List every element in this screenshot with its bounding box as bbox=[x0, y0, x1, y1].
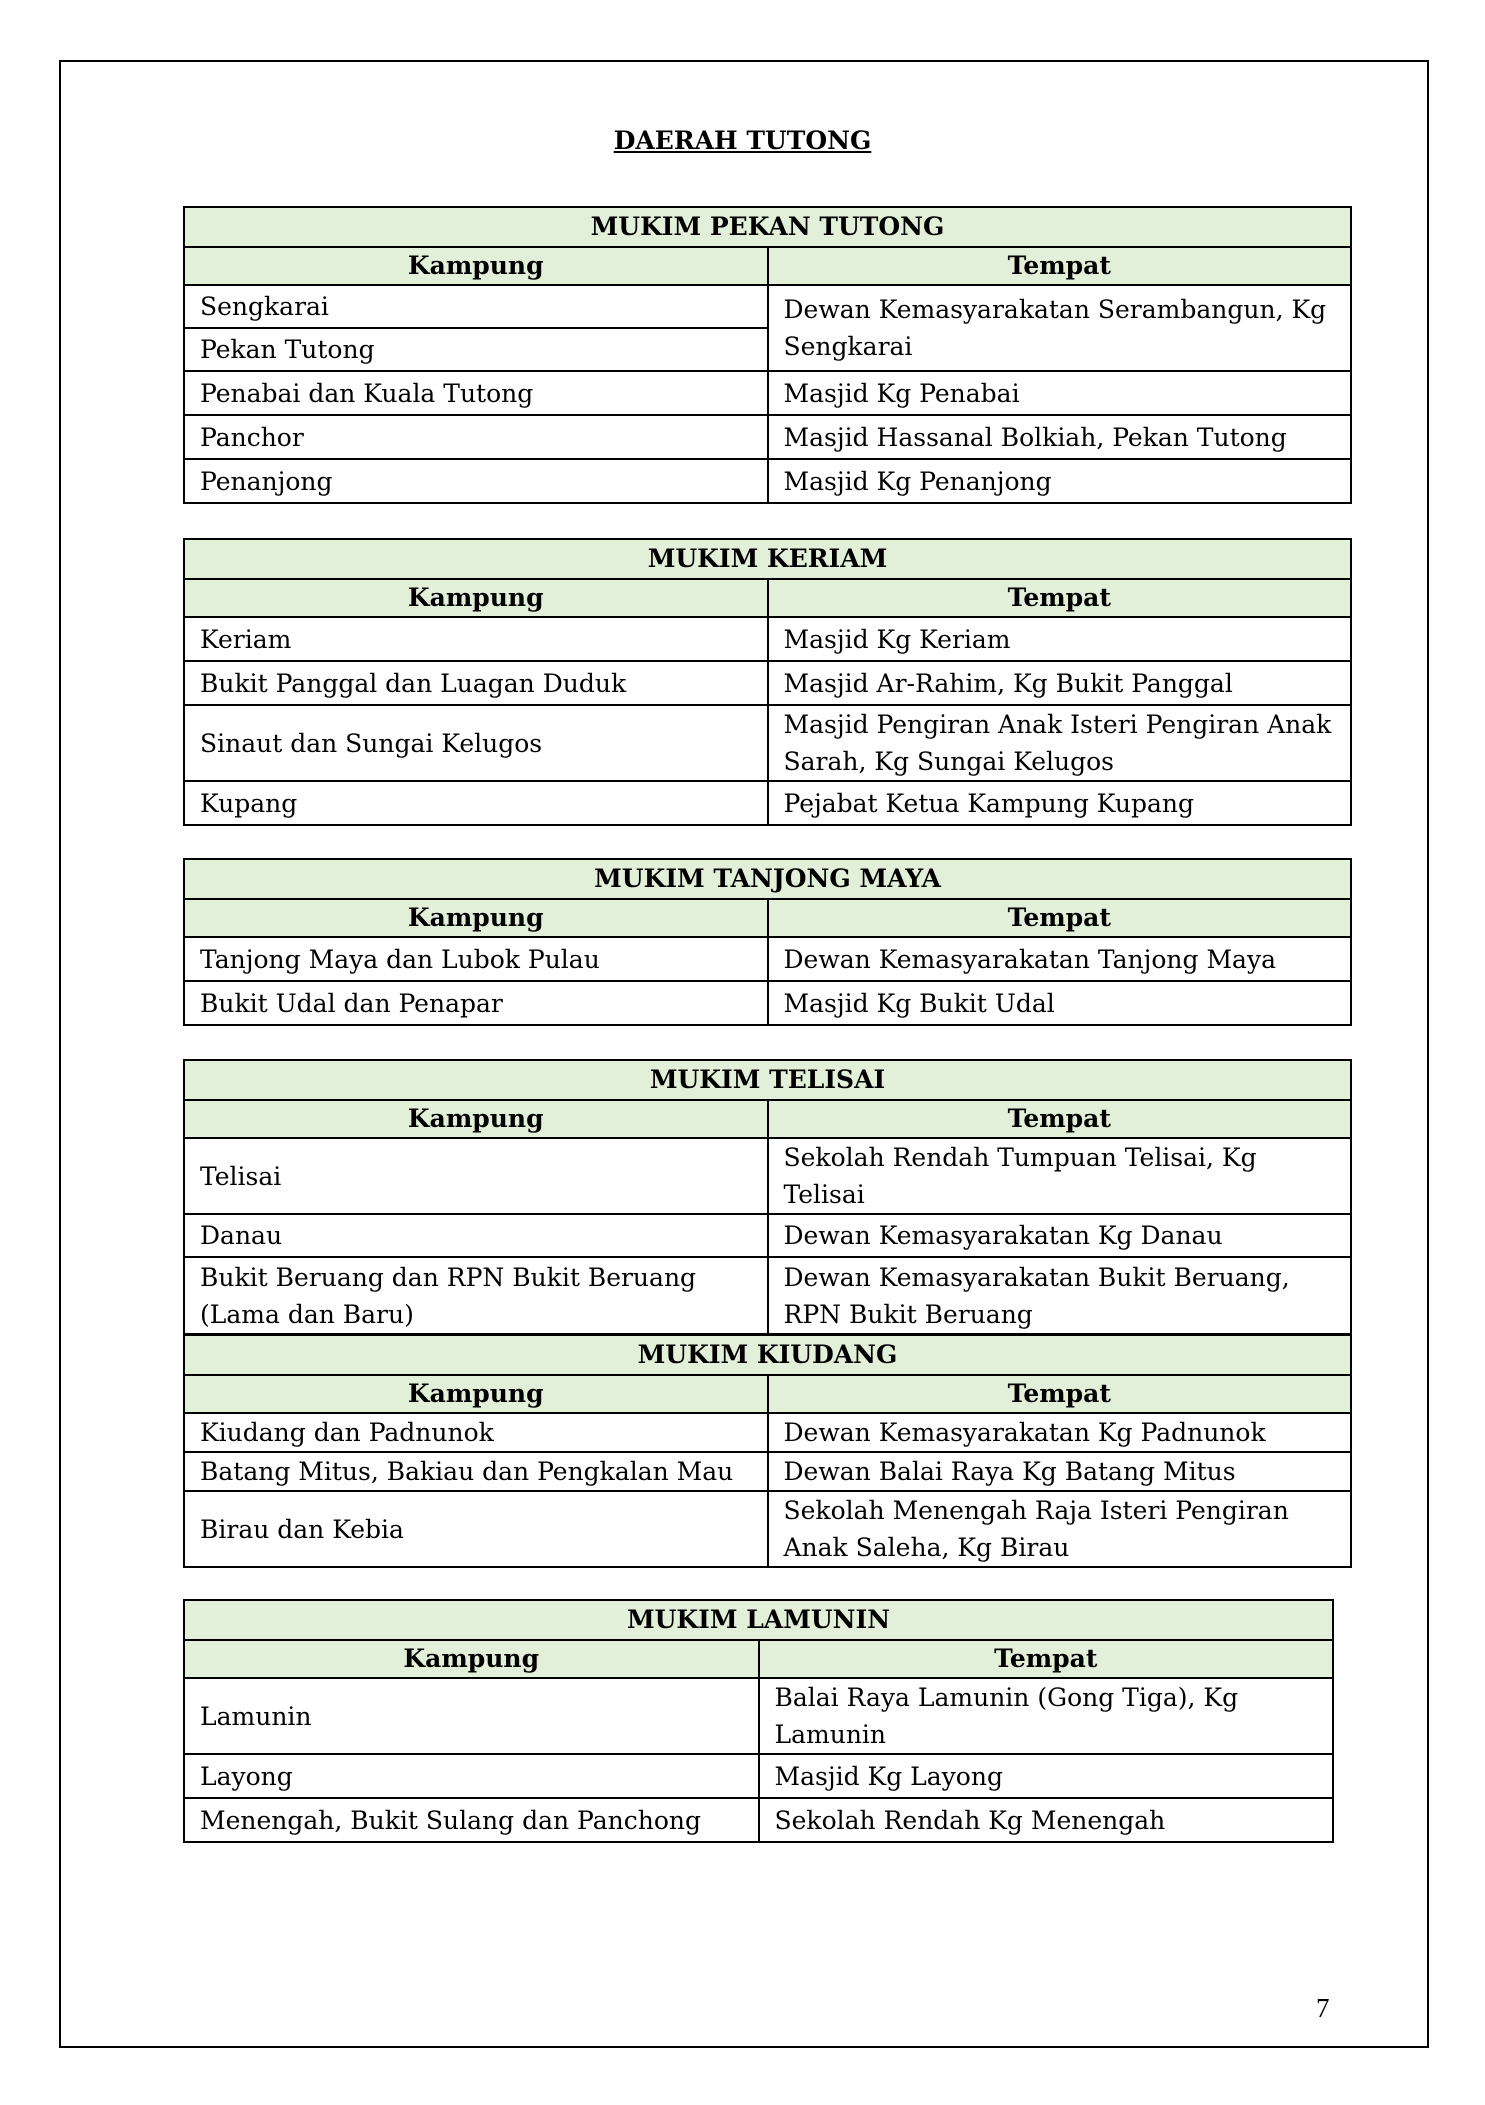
kampung-cell: Danau bbox=[184, 1214, 768, 1257]
table-row bbox=[184, 371, 1351, 415]
tempat-cell: Balai Raya Lamunin (Gong Tiga), Kg Lamunin bbox=[759, 1678, 1334, 1754]
column-header-tempat: Tempat bbox=[768, 579, 1352, 617]
table-row bbox=[184, 981, 1351, 1025]
tempat-cell: Sekolah Rendah Tumpuan Telisai, Kg Telisai bbox=[768, 1138, 1352, 1214]
table-row bbox=[184, 937, 1351, 981]
kampung-cell: Pekan Tutong bbox=[184, 328, 768, 371]
column-header-tempat: Tempat bbox=[768, 1100, 1352, 1138]
table-title: MUKIM PEKAN TUTONG bbox=[184, 207, 1351, 247]
table-mukim-telisai bbox=[183, 1059, 1352, 1335]
table-row bbox=[184, 459, 1351, 503]
kampung-cell: Penabai dan Kuala Tutong bbox=[184, 371, 768, 415]
column-header-tempat: Tempat bbox=[768, 247, 1352, 285]
table-row bbox=[184, 1138, 1351, 1214]
table-title: MUKIM TELISAI bbox=[184, 1060, 1351, 1100]
column-header-kampung: Kampung bbox=[184, 579, 768, 617]
column-header-tempat: Tempat bbox=[768, 1375, 1352, 1413]
column-header-kampung: Kampung bbox=[184, 899, 768, 937]
table-title: MUKIM KERIAM bbox=[184, 539, 1351, 579]
table-title: MUKIM KIUDANG bbox=[184, 1335, 1351, 1375]
tempat-cell: Dewan Kemasyarakatan Serambangun, Kg Sengkarai bbox=[768, 285, 1352, 371]
kampung-cell: Kupang bbox=[184, 781, 768, 825]
table-row bbox=[184, 1798, 1333, 1842]
kampung-cell: Sengkarai bbox=[184, 285, 768, 328]
kampung-cell: Birau dan Kebia bbox=[184, 1491, 768, 1567]
column-header-kampung: Kampung bbox=[184, 1100, 768, 1138]
tempat-cell: Masjid Pengiran Anak Isteri Pengiran Anak Sarah, Kg Sungai Kelugos bbox=[768, 705, 1352, 781]
tempat-cell: Masjid Hassanal Bolkiah, Pekan Tutong bbox=[768, 415, 1352, 459]
table-row bbox=[184, 1754, 1333, 1798]
kampung-cell: Telisai bbox=[184, 1138, 768, 1214]
table-mukim-lamunin bbox=[183, 1599, 1334, 1843]
tempat-cell: Dewan Kemasyarakatan Kg Danau bbox=[768, 1214, 1352, 1257]
kampung-cell: Keriam bbox=[184, 617, 768, 661]
tempat-cell: Masjid Kg Penabai bbox=[768, 371, 1352, 415]
kampung-cell: Batang Mitus, Bakiau dan Pengkalan Mau bbox=[184, 1452, 768, 1491]
document-title: DAERAH TUTONG bbox=[613, 126, 872, 155]
tempat-cell: Dewan Kemasyarakatan Bukit Beruang, RPN Bukit Beruang bbox=[768, 1257, 1352, 1334]
kampung-cell: Lamunin bbox=[184, 1678, 759, 1754]
column-header-tempat: Tempat bbox=[759, 1640, 1334, 1678]
table-row bbox=[184, 415, 1351, 459]
table-title: MUKIM TANJONG MAYA bbox=[184, 859, 1351, 899]
page-number: 7 bbox=[1316, 1993, 1330, 2023]
table-row bbox=[184, 285, 1351, 328]
tempat-cell: Pejabat Ketua Kampung Kupang bbox=[768, 781, 1352, 825]
tempat-cell: Sekolah Menengah Raja Isteri Pengiran Anak Saleha, Kg Birau bbox=[768, 1491, 1352, 1567]
tempat-cell: Masjid Kg Bukit Udal bbox=[768, 981, 1352, 1025]
table-row bbox=[184, 1678, 1333, 1754]
column-header-tempat: Tempat bbox=[768, 899, 1352, 937]
tempat-cell: Dewan Balai Raya Kg Batang Mitus bbox=[768, 1452, 1352, 1491]
table-mukim-kiudang bbox=[183, 1334, 1352, 1568]
table-row bbox=[184, 661, 1351, 705]
kampung-cell: Penanjong bbox=[184, 459, 768, 503]
table-row bbox=[184, 1413, 1351, 1452]
tempat-cell: Masjid Kg Keriam bbox=[768, 617, 1352, 661]
column-header-kampung: Kampung bbox=[184, 1375, 768, 1413]
kampung-cell: Panchor bbox=[184, 415, 768, 459]
kampung-cell: Menengah, Bukit Sulang dan Panchong bbox=[184, 1798, 759, 1842]
kampung-cell: Bukit Panggal dan Luagan Duduk bbox=[184, 661, 768, 705]
table-row bbox=[184, 617, 1351, 661]
table-mukim-pekan-tutong bbox=[183, 206, 1352, 504]
tempat-cell: Masjid Kg Penanjong bbox=[768, 459, 1352, 503]
column-header-kampung: Kampung bbox=[184, 247, 768, 285]
kampung-cell: Layong bbox=[184, 1754, 759, 1798]
tempat-cell: Dewan Kemasyarakatan Kg Padnunok bbox=[768, 1413, 1352, 1452]
tempat-cell: Dewan Kemasyarakatan Tanjong Maya bbox=[768, 937, 1352, 981]
kampung-cell: Bukit Beruang dan RPN Bukit Beruang (Lama dan Baru) bbox=[184, 1257, 768, 1334]
table-title: MUKIM LAMUNIN bbox=[184, 1600, 1333, 1640]
table-row bbox=[184, 1257, 1351, 1334]
kampung-cell: Kiudang dan Padnunok bbox=[184, 1413, 768, 1452]
table-mukim-tanjong-maya bbox=[183, 858, 1352, 1026]
table-mukim-keriam bbox=[183, 538, 1352, 826]
tempat-cell: Masjid Kg Layong bbox=[759, 1754, 1334, 1798]
kampung-cell: Tanjong Maya dan Lubok Pulau bbox=[184, 937, 768, 981]
tempat-cell: Sekolah Rendah Kg Menengah bbox=[759, 1798, 1334, 1842]
kampung-cell: Bukit Udal dan Penapar bbox=[184, 981, 768, 1025]
table-row bbox=[184, 1452, 1351, 1491]
table-row bbox=[184, 781, 1351, 825]
table-row bbox=[184, 1214, 1351, 1257]
tempat-cell: Masjid Ar-Rahim, Kg Bukit Panggal bbox=[768, 661, 1352, 705]
kampung-cell: Sinaut dan Sungai Kelugos bbox=[184, 705, 768, 781]
column-header-kampung: Kampung bbox=[184, 1640, 759, 1678]
table-row bbox=[184, 705, 1351, 781]
table-row bbox=[184, 1491, 1351, 1567]
